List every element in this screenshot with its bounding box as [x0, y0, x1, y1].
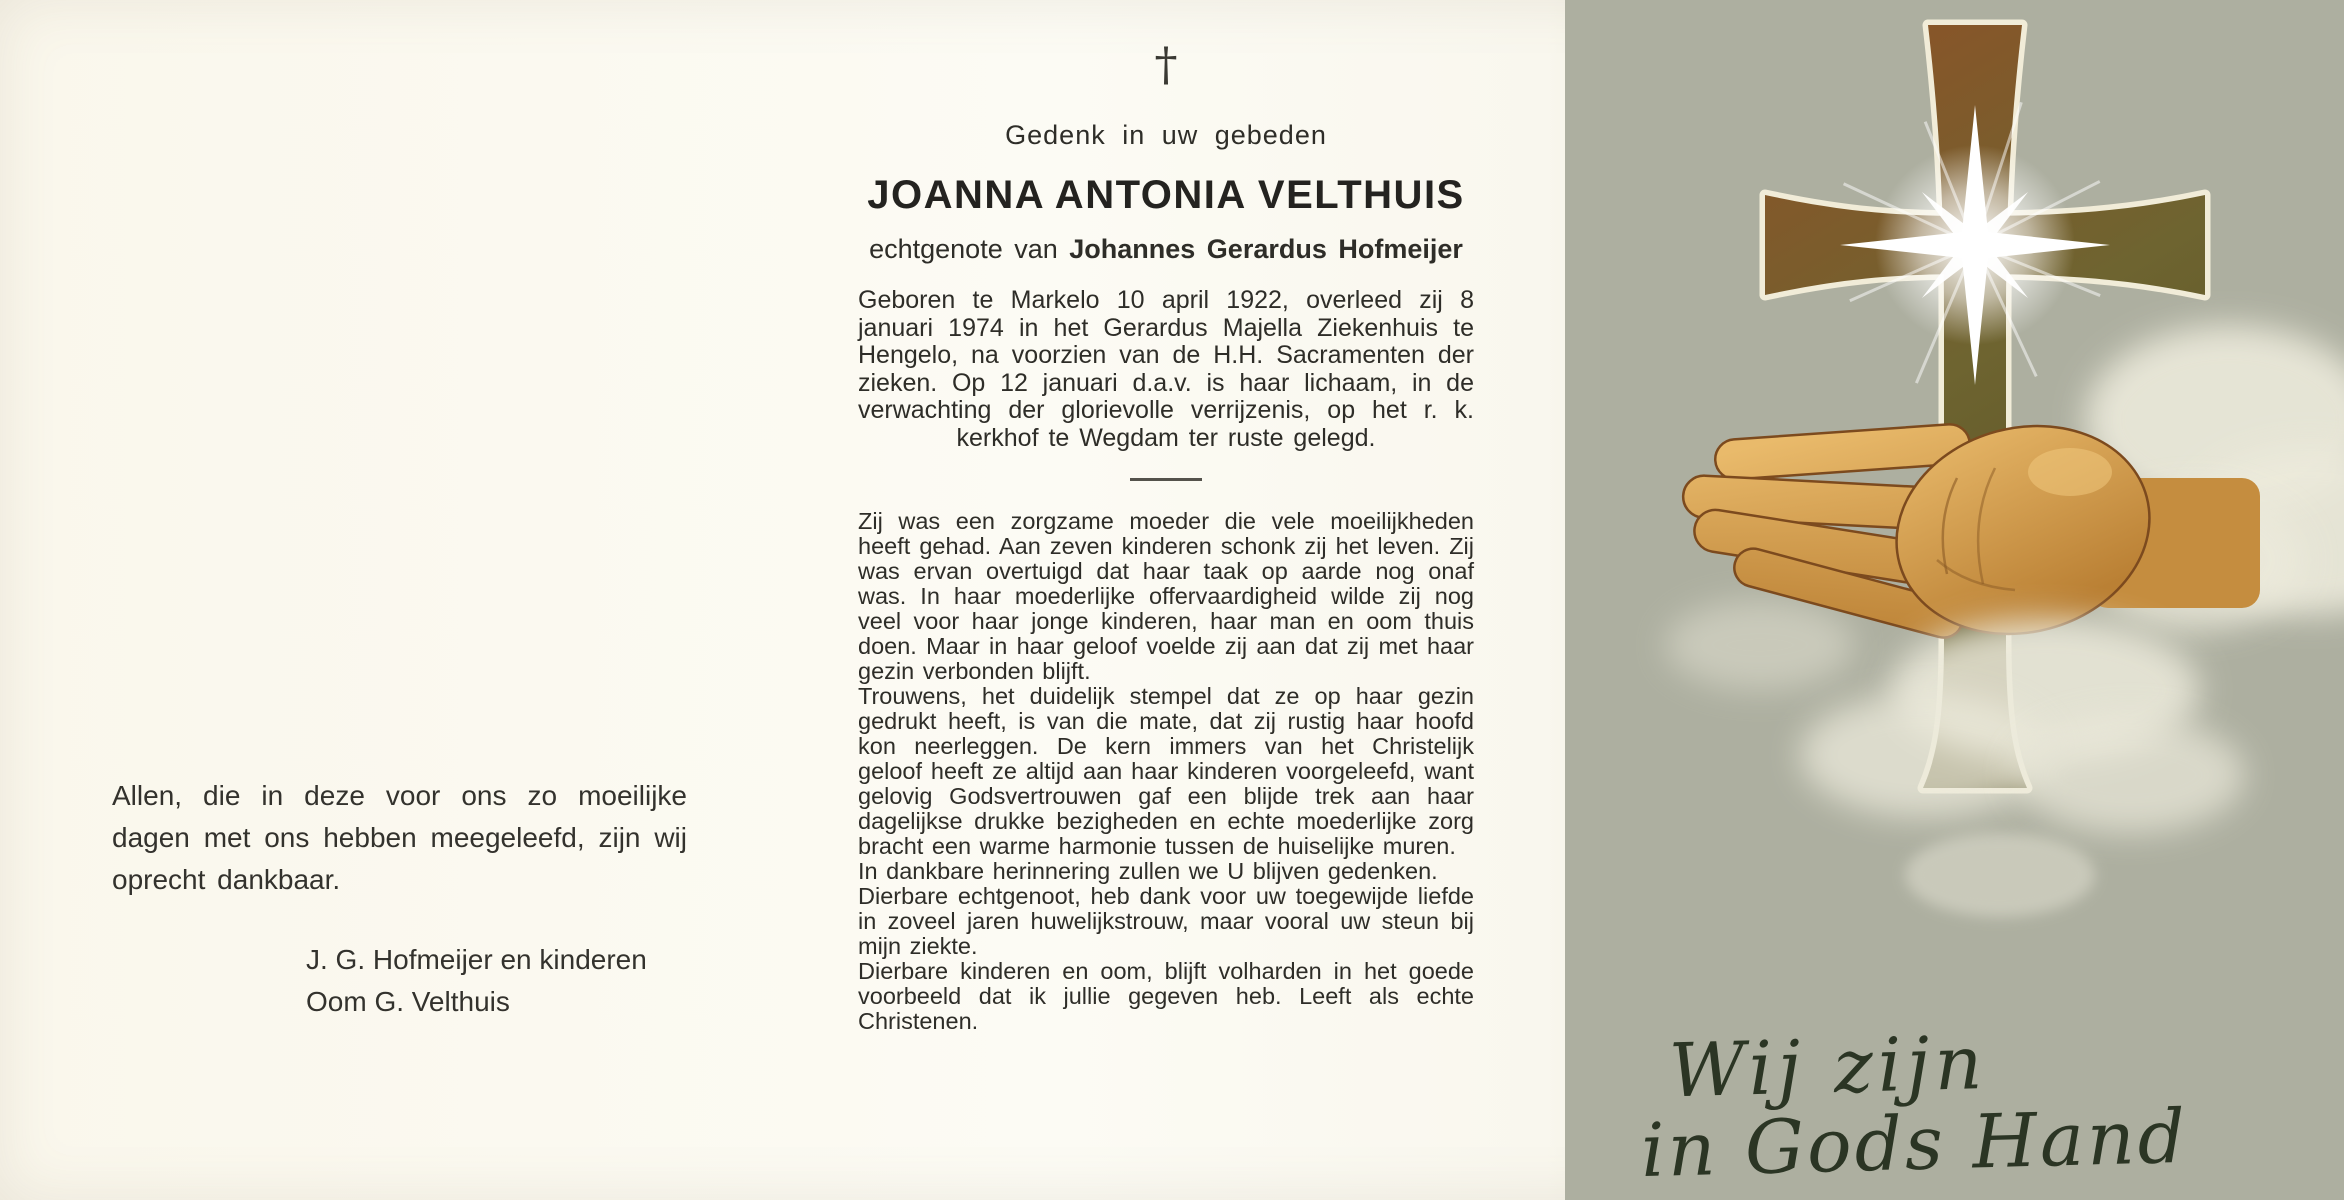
illustration-panel — [1565, 0, 2344, 1200]
life-summary-paragraph: Geboren te Markelo 10 april 1922, overleed zij 8 januari 1974 in het Gerardus Majella Ziekenhuis te Hengelo, na voorzien van de H.H. Sacramenten der zieken. Op 12 januari d.a.v. is haar lichaam, in de verwachting der glorievolle verrijzenis, op het r. k. kerkhof te Wegdam ter ruste gelegd. — [858, 286, 1474, 452]
section-divider — [1130, 478, 1202, 481]
signature-line-uncle: Oom G. Velthuis — [306, 986, 510, 1017]
memorial-paragraph: In dankbare herinnering zullen we U blijven gedenken. — [858, 858, 1438, 884]
caption-line-1: Wij zijn — [1667, 1020, 1989, 1115]
caption-line-2: in Gods Hand — [1639, 1093, 2190, 1195]
caption-script-text — [1638, 1019, 2190, 1195]
acknowledgement-text: Allen, die in deze voor ons zo moeilijke dagen met ons hebben meegeleefd, zijn wij oprecht dankbaar. — [112, 780, 687, 895]
signatures — [306, 939, 687, 1023]
spouse-line — [858, 234, 1474, 265]
spouse-prefix: echtgenote van — [869, 234, 1058, 264]
memorial-body-text — [858, 509, 1474, 1034]
memorial-paragraph: Dierbare kinderen en oom, blijft volharden in het goede voorbeeld dat ik jullie gegeven heb. Leeft als echte Christenen. — [858, 958, 1474, 1034]
spouse-name: Johannes Gerardus Hofmeijer — [1069, 234, 1463, 264]
memorial-paragraph: Zij was een zorgzame moeder die vele moeilijkheden heeft gehad. Aan zeven kinderen schonk zij het leven. Zij was ervan overtuigd dat haar taak op aarde nog onaf was. In haar moederlijke offervaardigheid wilde zij nog veel voor haar jonge kinderen, haar man en oom thuis doen. Maar in haar geloof voelde zij aan dat zij met haar gezin verbonden blijft. — [858, 508, 1474, 684]
intro-line: Gedenk in uw gebeden — [1005, 120, 1327, 150]
memorial-paragraph: Trouwens, het duidelijk stempel dat ze op haar gezin gedrukt heeft, is van die mate, dat zij rustig haar hoofd kon neerleggen. De kern immers van het Christelijk geloof heeft ze altijd aan haar kinderen voorgeleefd, want gelovig Godsvertrouwen gaf een blijde trek aan haar dagelijkse drukke bezigheden en echte moederlijke zorg bracht een warme harmonie tussen de huiselijke muren. — [858, 683, 1474, 859]
memorial-paragraph: Dierbare echtgenoot, heb dank voor uw toegewijde liefde in zoveel jaren huwelijkstrouw, maar vooral uw steun bij mijn ziekte. — [858, 883, 1474, 959]
dagger-cross-icon: † — [1154, 37, 1178, 91]
center-text-column — [858, 38, 1474, 1034]
signature-line-family: J. G. Hofmeijer en kinderen — [306, 944, 647, 975]
left-text-column — [112, 775, 687, 1023]
deceased-name: JOANNA ANTONIA VELTHUIS — [867, 173, 1465, 217]
